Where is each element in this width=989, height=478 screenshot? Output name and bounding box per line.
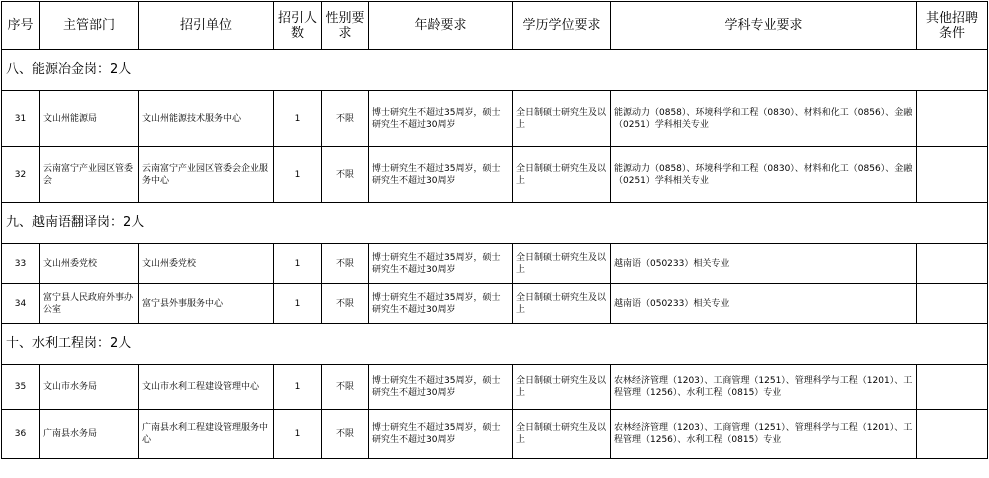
section-title: 九、越南语翻译岗：2人 — [2, 203, 988, 244]
header-major: 学科专业要求 — [611, 2, 917, 50]
cell-count: 1 — [274, 284, 322, 324]
cell-other — [917, 244, 988, 284]
cell-major: 农林经济管理（1203）、工商管理（1251）、管理科学与工程（1201）、工程管理（1256）、水利工程（0815）专业 — [611, 365, 917, 410]
cell-count: 1 — [274, 244, 322, 284]
header-seq: 序号 — [2, 2, 40, 50]
cell-age: 博士研究生不超过35周岁，硕士研究生不超过30周岁 — [369, 244, 513, 284]
cell-major: 越南语（050233）相关专业 — [611, 244, 917, 284]
cell-count: 1 — [274, 410, 322, 459]
cell-age: 博士研究生不超过35周岁，硕士研究生不超过30周岁 — [369, 91, 513, 147]
cell-age: 博士研究生不超过35周岁，硕士研究生不超过30周岁 — [369, 284, 513, 324]
header-other: 其他招聘条件 — [917, 2, 988, 50]
cell-edu: 全日制硕士研究生及以上 — [513, 284, 611, 324]
cell-unit: 文山州委党校 — [139, 244, 274, 284]
cell-major: 越南语（050233）相关专业 — [611, 284, 917, 324]
cell-major: 能源动力（0858）、环境科学和工程（0830）、材料和化工（0856）、金融（0251）学科相关专业 — [611, 147, 917, 203]
cell-edu: 全日制硕士研究生及以上 — [513, 410, 611, 459]
cell-age: 博士研究生不超过35周岁，硕士研究生不超过30周岁 — [369, 410, 513, 459]
cell-count: 1 — [274, 147, 322, 203]
cell-unit: 富宁县外事服务中心 — [139, 284, 274, 324]
cell-dept: 文山州能源局 — [40, 91, 139, 147]
header-edu: 学历学位要求 — [513, 2, 611, 50]
cell-major: 农林经济管理（1203）、工商管理（1251）、管理科学与工程（1201）、工程管理（1256）、水利工程（0815）专业 — [611, 410, 917, 459]
cell-count: 1 — [274, 365, 322, 410]
table-row — [2, 284, 988, 324]
cell-edu: 全日制硕士研究生及以上 — [513, 91, 611, 147]
cell-seq: 33 — [2, 244, 40, 284]
cell-edu: 全日制硕士研究生及以上 — [513, 244, 611, 284]
table-row — [2, 244, 988, 284]
section-row — [2, 203, 988, 244]
table-row — [2, 410, 988, 459]
cell-gender: 不限 — [322, 91, 369, 147]
cell-gender: 不限 — [322, 244, 369, 284]
cell-edu: 全日制硕士研究生及以上 — [513, 365, 611, 410]
cell-unit: 文山市水利工程建设管理中心 — [139, 365, 274, 410]
cell-gender: 不限 — [322, 284, 369, 324]
header-gender: 性别要求 — [322, 2, 369, 50]
cell-seq: 34 — [2, 284, 40, 324]
header-unit: 招引单位 — [139, 2, 274, 50]
section-title: 十、水利工程岗：2人 — [2, 324, 988, 365]
cell-edu: 全日制硕士研究生及以上 — [513, 147, 611, 203]
cell-other — [917, 410, 988, 459]
cell-unit: 文山州能源技术服务中心 — [139, 91, 274, 147]
cell-seq: 32 — [2, 147, 40, 203]
cell-unit: 广南县水利工程建设管理服务中心 — [139, 410, 274, 459]
section-row — [2, 324, 988, 365]
cell-other — [917, 147, 988, 203]
cell-seq: 31 — [2, 91, 40, 147]
cell-age: 博士研究生不超过35周岁，硕士研究生不超过30周岁 — [369, 365, 513, 410]
cell-other — [917, 91, 988, 147]
cell-dept: 文山州委党校 — [40, 244, 139, 284]
header-dept: 主管部门 — [40, 2, 139, 50]
table-row — [2, 365, 988, 410]
section-title: 八、能源冶金岗：2人 — [2, 50, 988, 91]
table-row — [2, 91, 988, 147]
cell-seq: 35 — [2, 365, 40, 410]
header-age: 年龄要求 — [369, 2, 513, 50]
recruitment-table — [1, 1, 988, 459]
cell-dept: 富宁县人民政府外事办公室 — [40, 284, 139, 324]
table-row — [2, 147, 988, 203]
cell-dept: 云南富宁产业园区管委会 — [40, 147, 139, 203]
header-row — [2, 2, 988, 50]
cell-gender: 不限 — [322, 365, 369, 410]
cell-unit: 云南富宁产业园区管委会企业服务中心 — [139, 147, 274, 203]
cell-gender: 不限 — [322, 147, 369, 203]
cell-dept: 广南县水务局 — [40, 410, 139, 459]
header-count: 招引人数 — [274, 2, 322, 50]
cell-dept: 文山市水务局 — [40, 365, 139, 410]
cell-other — [917, 284, 988, 324]
section-row — [2, 50, 988, 91]
cell-age: 博士研究生不超过35周岁，硕士研究生不超过30周岁 — [369, 147, 513, 203]
cell-major: 能源动力（0858）、环境科学和工程（0830）、材料和化工（0856）、金融（0251）学科相关专业 — [611, 91, 917, 147]
cell-gender: 不限 — [322, 410, 369, 459]
cell-other — [917, 365, 988, 410]
cell-seq: 36 — [2, 410, 40, 459]
cell-count: 1 — [274, 91, 322, 147]
